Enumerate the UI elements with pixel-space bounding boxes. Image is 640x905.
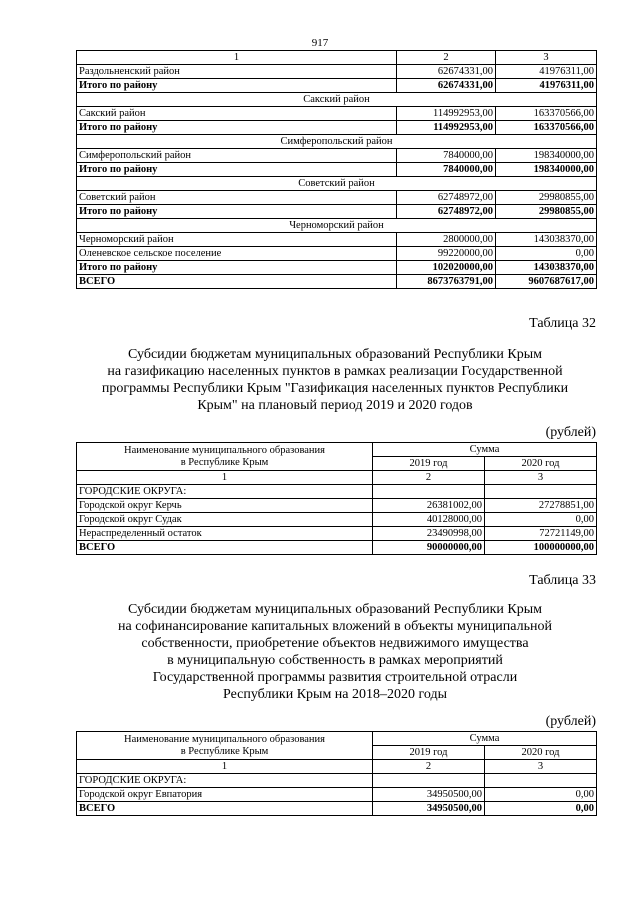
row-name: ВСЕГО xyxy=(77,541,373,555)
group-label: ГОРОДСКИЕ ОКРУГА: xyxy=(77,774,373,788)
table-row xyxy=(77,513,597,527)
table32-caption: Таблица 32 xyxy=(529,316,596,331)
row-name: Итого по району xyxy=(77,261,397,275)
value-2019: 62674331,00 xyxy=(397,65,496,79)
value-2019: 26381002,00 xyxy=(373,499,485,513)
value-2020: 9607687617,00 xyxy=(496,275,597,289)
value-2019: 99220000,00 xyxy=(397,247,496,261)
value-2020: 72721149,00 xyxy=(485,527,597,541)
title-line: программы Республики Крым "Газификация населенных пунктов Республики xyxy=(101,381,569,396)
value-2020: 0,00 xyxy=(485,513,597,527)
group-label: ГОРОДСКИЕ ОКРУГА: xyxy=(77,485,373,499)
value-2019: 8673763791,00 xyxy=(397,275,496,289)
row-name: Черноморский район xyxy=(77,233,397,247)
value-2020: 41976311,00 xyxy=(496,79,597,93)
title-line: в муниципальную собственность в рамках мероприятий xyxy=(167,653,503,668)
value-2019: 62674331,00 xyxy=(397,79,496,93)
total-row xyxy=(77,121,597,135)
table-row xyxy=(77,233,597,247)
value-2019: 114992953,00 xyxy=(397,121,496,135)
value-2019: 7840000,00 xyxy=(397,163,496,177)
table-row xyxy=(77,191,597,205)
header-name-line: Наименование муниципального образования xyxy=(124,733,325,745)
value-2019: 23490998,00 xyxy=(373,527,485,541)
section-row xyxy=(77,93,597,107)
value-2020: 27278851,00 xyxy=(485,499,597,513)
row-name: Оленевское сельское поселение xyxy=(77,247,397,261)
section-title: Черноморский район xyxy=(77,219,597,233)
header-sum: Сумма xyxy=(373,443,597,457)
value-2019: 114992953,00 xyxy=(397,107,496,121)
table33-title xyxy=(70,601,600,703)
value-2020: 100000000,00 xyxy=(485,541,597,555)
row-name: Городской округ Керчь xyxy=(77,499,373,513)
header-name-line: Наименование муниципального образования xyxy=(124,444,325,456)
header-2020: 2020 год xyxy=(485,457,597,471)
row-name: Итого по району xyxy=(77,163,397,177)
table32 xyxy=(76,442,597,555)
title-line: Субсидии бюджетам муниципальных образований Республики Крым xyxy=(128,347,542,362)
value-2020: 0,00 xyxy=(485,802,597,816)
section-title: Симферопольский район xyxy=(77,135,597,149)
header-2020: 2020 год xyxy=(485,746,597,760)
value-2019: 7840000,00 xyxy=(397,149,496,163)
value-2020: 198340000,00 xyxy=(496,163,597,177)
table-row xyxy=(77,247,597,261)
value-2019: 62748972,00 xyxy=(397,205,496,219)
row-name: ВСЕГО xyxy=(77,802,373,816)
section-row xyxy=(77,177,597,191)
value-2019: 40128000,00 xyxy=(373,513,485,527)
total-row xyxy=(77,541,597,555)
title-line: Субсидии бюджетам муниципальных образований Республики Крым xyxy=(128,602,542,617)
col-number: 1 xyxy=(77,471,373,485)
value-2020: 41976311,00 xyxy=(496,65,597,79)
table-row xyxy=(77,149,597,163)
value-2020: 163370566,00 xyxy=(496,121,597,135)
value-2019: 90000000,00 xyxy=(373,541,485,555)
col-number: 2 xyxy=(373,471,485,485)
row-name: Симферопольский район xyxy=(77,149,397,163)
table-row xyxy=(77,788,597,802)
value-2019: 34950500,00 xyxy=(373,802,485,816)
total-row xyxy=(77,802,597,816)
section-row xyxy=(77,219,597,233)
value-2020: 29980855,00 xyxy=(496,205,597,219)
row-name: Городской округ Судак xyxy=(77,513,373,527)
section-title: Сакский район xyxy=(77,93,597,107)
col-number: 1 xyxy=(77,760,373,774)
value-2019: 102020000,00 xyxy=(397,261,496,275)
table-row xyxy=(77,499,597,513)
table32-unit: (рублей) xyxy=(545,425,596,440)
title-line: Государственной программы развития строительной отрасли xyxy=(152,670,518,685)
table33-caption: Таблица 33 xyxy=(529,573,596,588)
value-2020: 143038370,00 xyxy=(496,233,597,247)
section-row xyxy=(77,135,597,149)
col-number: 3 xyxy=(485,471,597,485)
row-name: Итого по району xyxy=(77,79,397,93)
table-row xyxy=(77,527,597,541)
header-name xyxy=(77,732,373,760)
value-2019: 2800000,00 xyxy=(397,233,496,247)
header-2019: 2019 год xyxy=(373,457,485,471)
row-name: Итого по району xyxy=(77,121,397,135)
table33-unit: (рублей) xyxy=(545,714,596,729)
table-row xyxy=(77,107,597,121)
continuation-table xyxy=(76,50,597,289)
header-name xyxy=(77,443,373,471)
row-name: Советский район xyxy=(77,191,397,205)
header-2019: 2019 год xyxy=(373,746,485,760)
row-name: Нераспределенный остаток xyxy=(77,527,373,541)
title-line: собственности, приобретение объектов недвижимого имущества xyxy=(141,636,529,651)
title-line: на софинансирование капитальных вложений в объекты муниципальной xyxy=(118,619,552,634)
header-name-line: в Республике Крым xyxy=(180,745,269,757)
value-2020: 0,00 xyxy=(496,247,597,261)
total-row xyxy=(77,163,597,177)
col-number: 3 xyxy=(485,760,597,774)
row-name: Раздольненский район xyxy=(77,65,397,79)
total-row xyxy=(77,79,597,93)
value-2020: 29980855,00 xyxy=(496,191,597,205)
title-line: Республики Крым на 2018–2020 годы xyxy=(222,687,448,702)
value-2020: 143038370,00 xyxy=(496,261,597,275)
total-row xyxy=(77,261,597,275)
total-row xyxy=(77,205,597,219)
header-name-line: в Республике Крым xyxy=(180,456,269,468)
row-name: Сакский район xyxy=(77,107,397,121)
title-line: на газификацию населенных пунктов в рамках реализации Государственной xyxy=(107,364,563,379)
col-number: 2 xyxy=(397,51,496,65)
value-2020: 198340000,00 xyxy=(496,149,597,163)
row-name: Городской округ Евпатория xyxy=(77,788,373,802)
value-2020: 163370566,00 xyxy=(496,107,597,121)
row-name: ВСЕГО xyxy=(77,275,397,289)
page-number: 917 xyxy=(311,37,329,49)
value-2019: 34950500,00 xyxy=(373,788,485,802)
col-number: 2 xyxy=(373,760,485,774)
row-name: Итого по району xyxy=(77,205,397,219)
header-sum: Сумма xyxy=(373,732,597,746)
col-number: 1 xyxy=(77,51,397,65)
table-row xyxy=(77,65,597,79)
col-number: 3 xyxy=(496,51,597,65)
value-2020: 0,00 xyxy=(485,788,597,802)
total-row xyxy=(77,275,597,289)
title-line: Крым" на плановый период 2019 и 2020 годов xyxy=(197,398,473,413)
value-2019: 62748972,00 xyxy=(397,191,496,205)
section-title: Советский район xyxy=(77,177,597,191)
table32-title xyxy=(70,346,600,414)
table33 xyxy=(76,731,597,816)
